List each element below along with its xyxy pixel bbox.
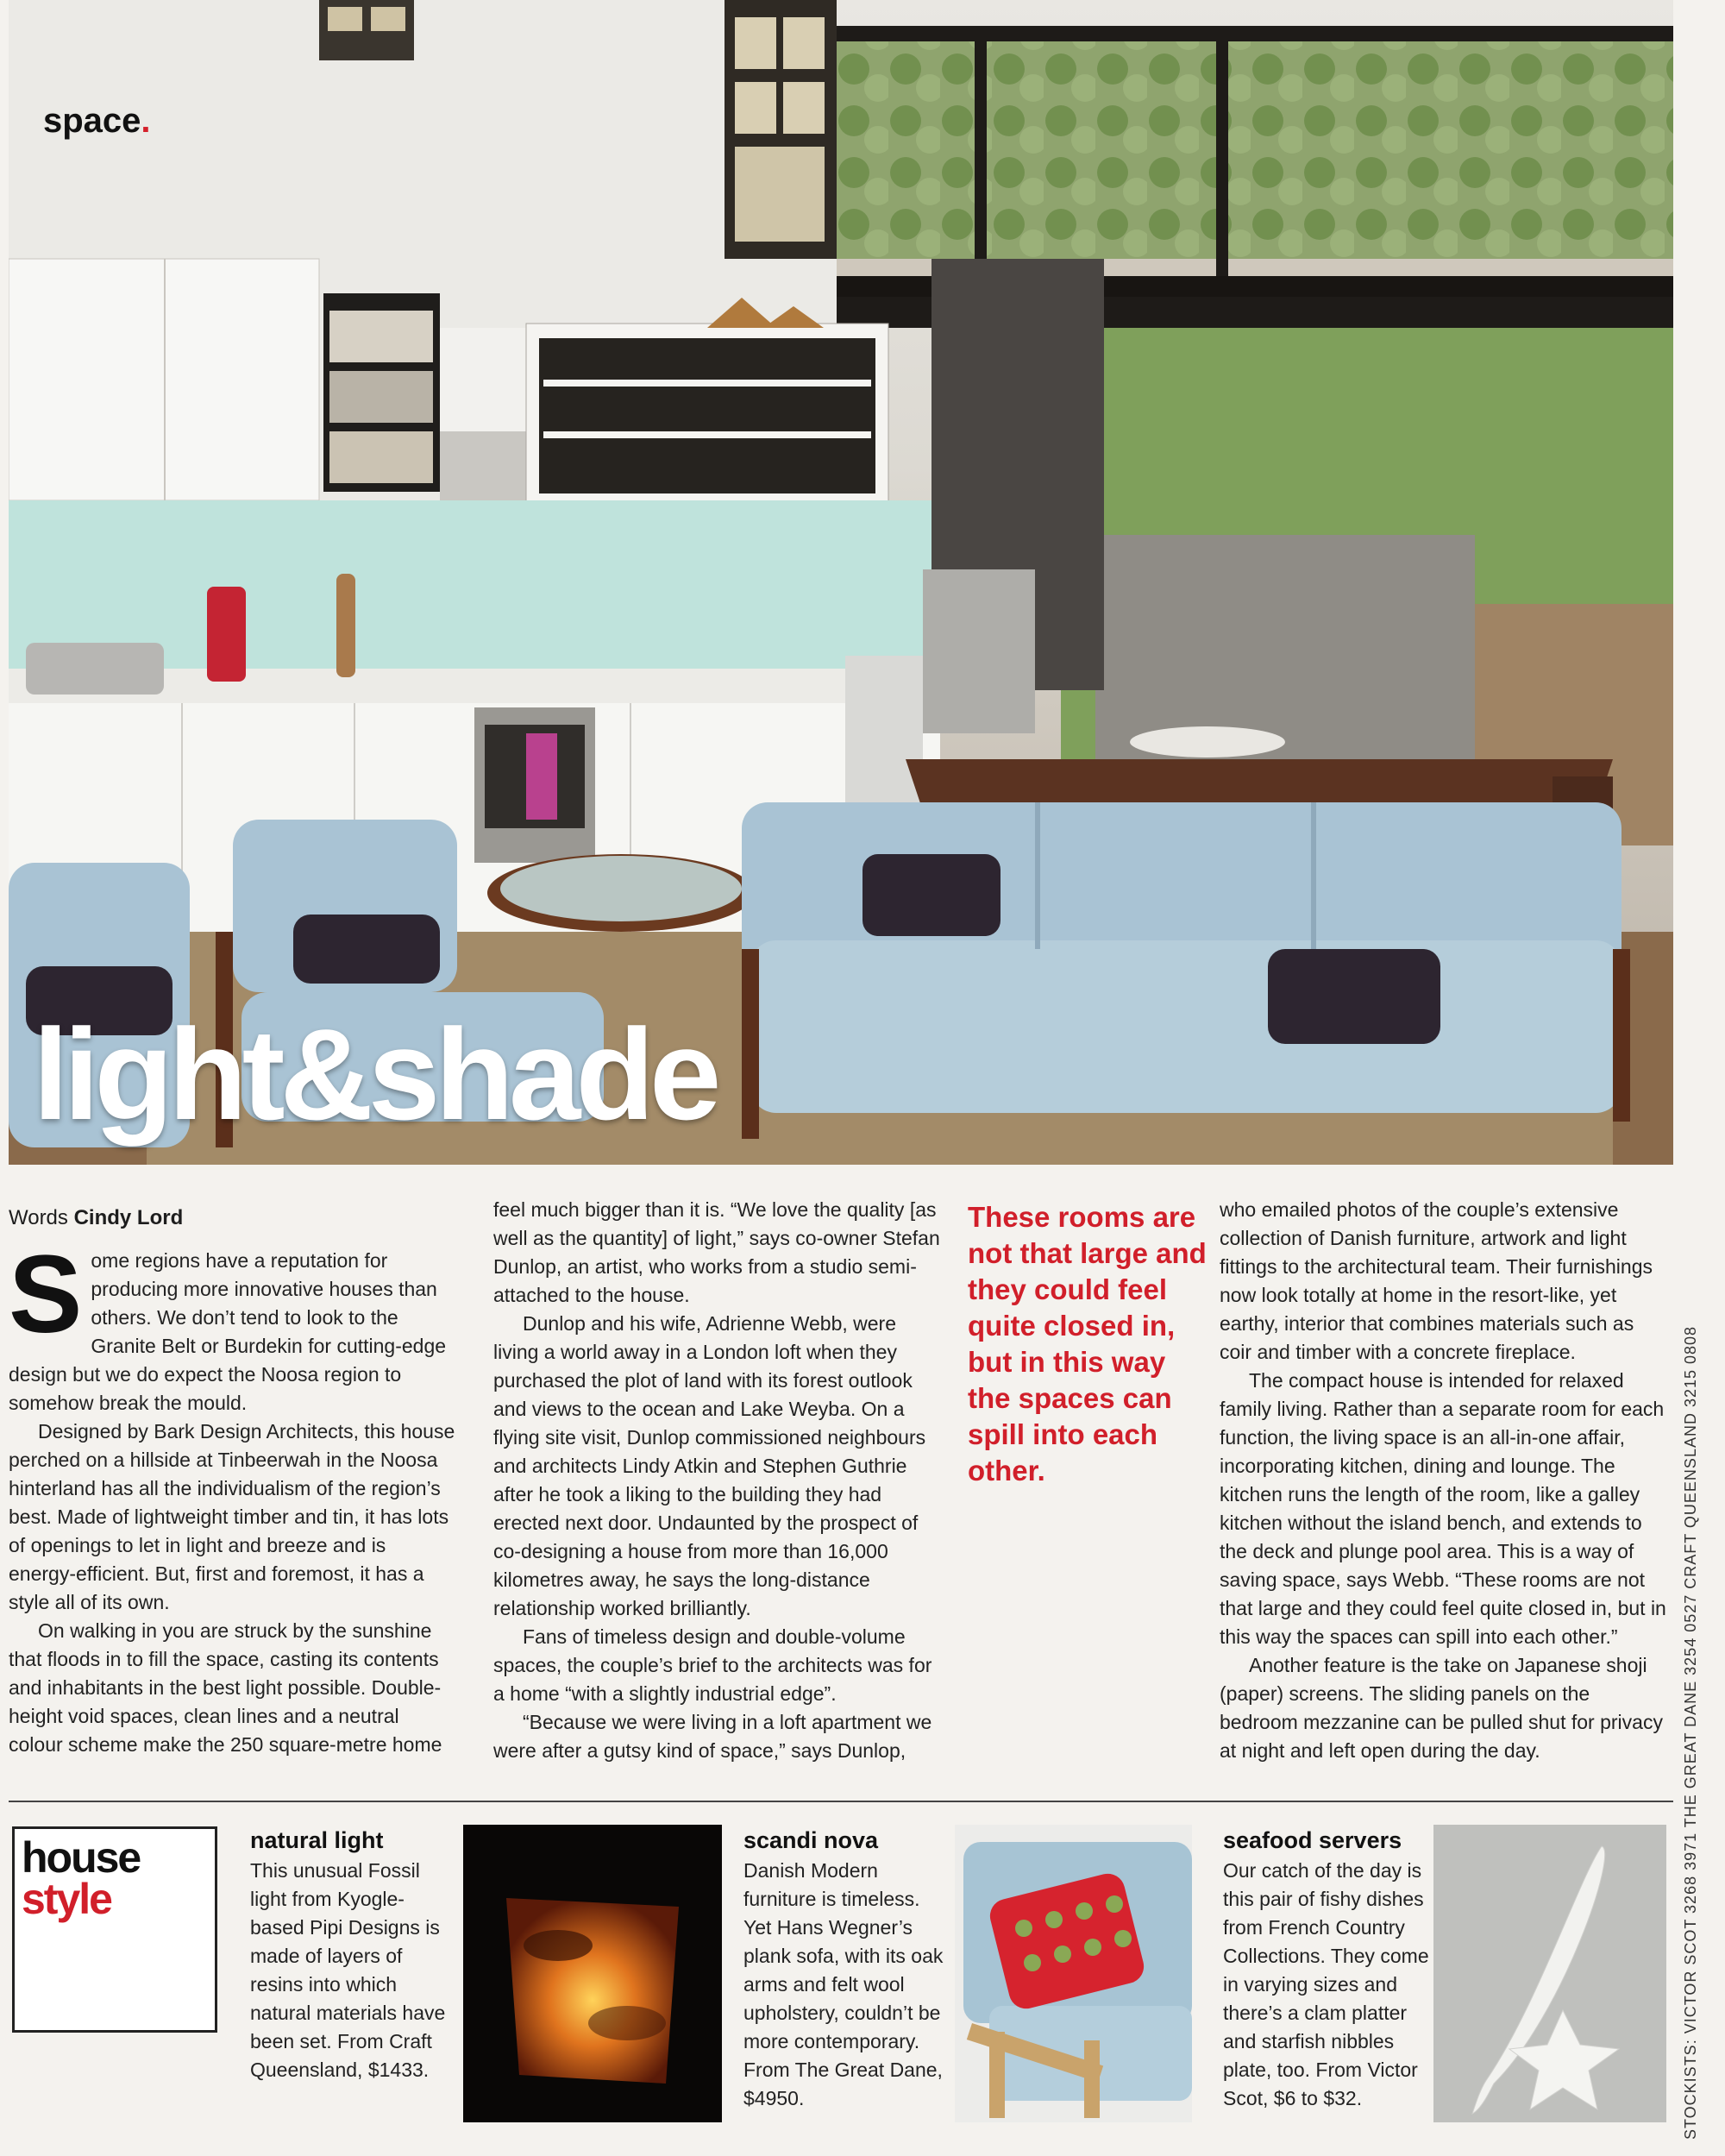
column-1 [9,1233,457,1759]
hero-photo [9,0,1673,1165]
byline-label: Words [9,1206,68,1229]
article-headline: light&shade [33,1002,717,1147]
section-tag-text: space [43,102,141,140]
product-title: scandi nova [743,1827,879,1853]
col1-paragraph: On walking in you are struck by the sunshine that floods in to fill the space, casting its contents and inhabitants in the best light possible. Double-height void spaces, clean lines and a neutral colour scheme make the 250 square-metre home [9,1619,442,1756]
product-image-fossil-light [463,1825,722,2122]
col2-paragraph: “Because we were living in a loft apartment we were after a gutsy kind of space,” says Dunlop, [493,1711,932,1762]
col2-paragraph: Fans of timeless design and double-volume spaces, the couple’s brief to the architects was for a home “with a slightly industrial edge”. [493,1625,932,1705]
stockists-sidebar: STOCKISTS: VICTOR SCOT 3268 3971 THE GREAT DANE 3254 0527 CRAFT QUEENSLAND 3215 0808 [1682,1325,1699,2140]
col4-paragraph: Another feature is the take on Japanese shoji (paper) screens. The sliding panels on the bedroom mezzanine can be pulled shut for privacy at night and left open during the day. [1220,1654,1663,1762]
lamp-illustration [463,1825,722,2122]
col1-paragraph: Designed by Bark Design Architects, this house perched on a hillside at Tinbeerwah in the Noosa hinterland has all the individualism of the region’s best. Made of lightweight timber and tin, it has lots of openings to let in light and breeze and is energy-efficient. But, first and foremost, it has a style all of its own. [9,1420,455,1613]
col2-paragraph: feel much bigger than it is. “We love the quality [as well as the quantity] of light,” says co-owner Stefan Dunlop, an artist, who works from a studio semi-attached to the house. [493,1198,940,1306]
product-title: seafood servers [1223,1827,1402,1853]
house-style-line2: style [22,1875,111,1923]
house-style-logo [12,1826,217,2033]
sofa-illustration [955,1825,1192,2122]
col2-paragraph: Dunlop and his wife, Adrienne Webb, were living a world away in a London loft when they purchased the plot of land with its forest outlook and views to the ocean and Lake Weyba. On a flying site visit, Dunlop commissioned neighbours and architects Lindy Atkin and Stephen Guthrie after he took a liking to the building they had erected next door. Undaunted by the prospect of co-designing a house from more than 16,000 kilometres away, he says the long-distance relationship worked brilliantly. [493,1312,926,1619]
pull-quote: These rooms are not that large and they could feel quite closed in, but in this way the spaces can spill into each other. [968,1201,1207,1487]
col1-paragraph [9,1233,457,1417]
column-4 [1220,1196,1670,1765]
interior-illustration [9,0,1673,1165]
product-description: Our catch of the day is this pair of fishy dishes from French Country Collections. They come in varying sizes and there’s a clam platter and starfish nibbles plate, too. From Victor Scot, $6 to $32. [1223,1859,1429,2109]
section-divider [9,1801,1673,1802]
product-image-fish-dishes [1433,1825,1666,2122]
product-description: Danish Modern furniture is timeless. Yet Hans Wegner’s plank sofa, with its oak arms and felt wool upholstery, couldn’t be more contemporary. From The Great Dane, $4950. [743,1859,944,2109]
section-tag-dot: . [141,102,151,140]
col1-paragraph-text: ome regions have a reputation for producing more innovative houses than others. We don’t tend to look to the Granite Belt or Burdekin for cutting-edge design but we do expect the Noosa region to somehow break the mould. [9,1249,447,1414]
section-tag [43,102,151,141]
dropcap: S [9,1233,83,1356]
byline [9,1206,183,1230]
col4-paragraph: The compact house is intended for relaxed family living. Rather than a separate room for each function, the living space is an all-in-one affair, incorporating kitchen, dining and lounge. The kitchen runs the length of the room, like a galley kitchen without the island bench, and extends to the deck and plunge pool area. This is a way of saving space, says Webb. “These rooms are not that large and they could feel quite closed in, but in this way the spaces can spill into each other.” [1220,1369,1666,1648]
product-description: This unusual Fossil light from Kyogle-based Pipi Designs is made of layers of resins into which natural materials have been set. From Craft Queensland, $1433. [250,1859,446,2081]
product-image-plank-sofa [955,1825,1192,2122]
column-2 [493,1196,942,1765]
fish-dishes-illustration [1433,1825,1666,2122]
product-title: natural light [250,1827,384,1853]
byline-author: Cindy Lord [73,1206,184,1229]
house-style-line1: house [22,1833,141,1882]
col4-paragraph: who emailed photos of the couple’s extensive collection of Danish furniture, artwork and light fittings to the architectural team. Their furnishings now look totally at home in the resort-like, yet earthy, interior that combines materials such as coir and timber with a concrete fireplace. [1220,1198,1653,1363]
